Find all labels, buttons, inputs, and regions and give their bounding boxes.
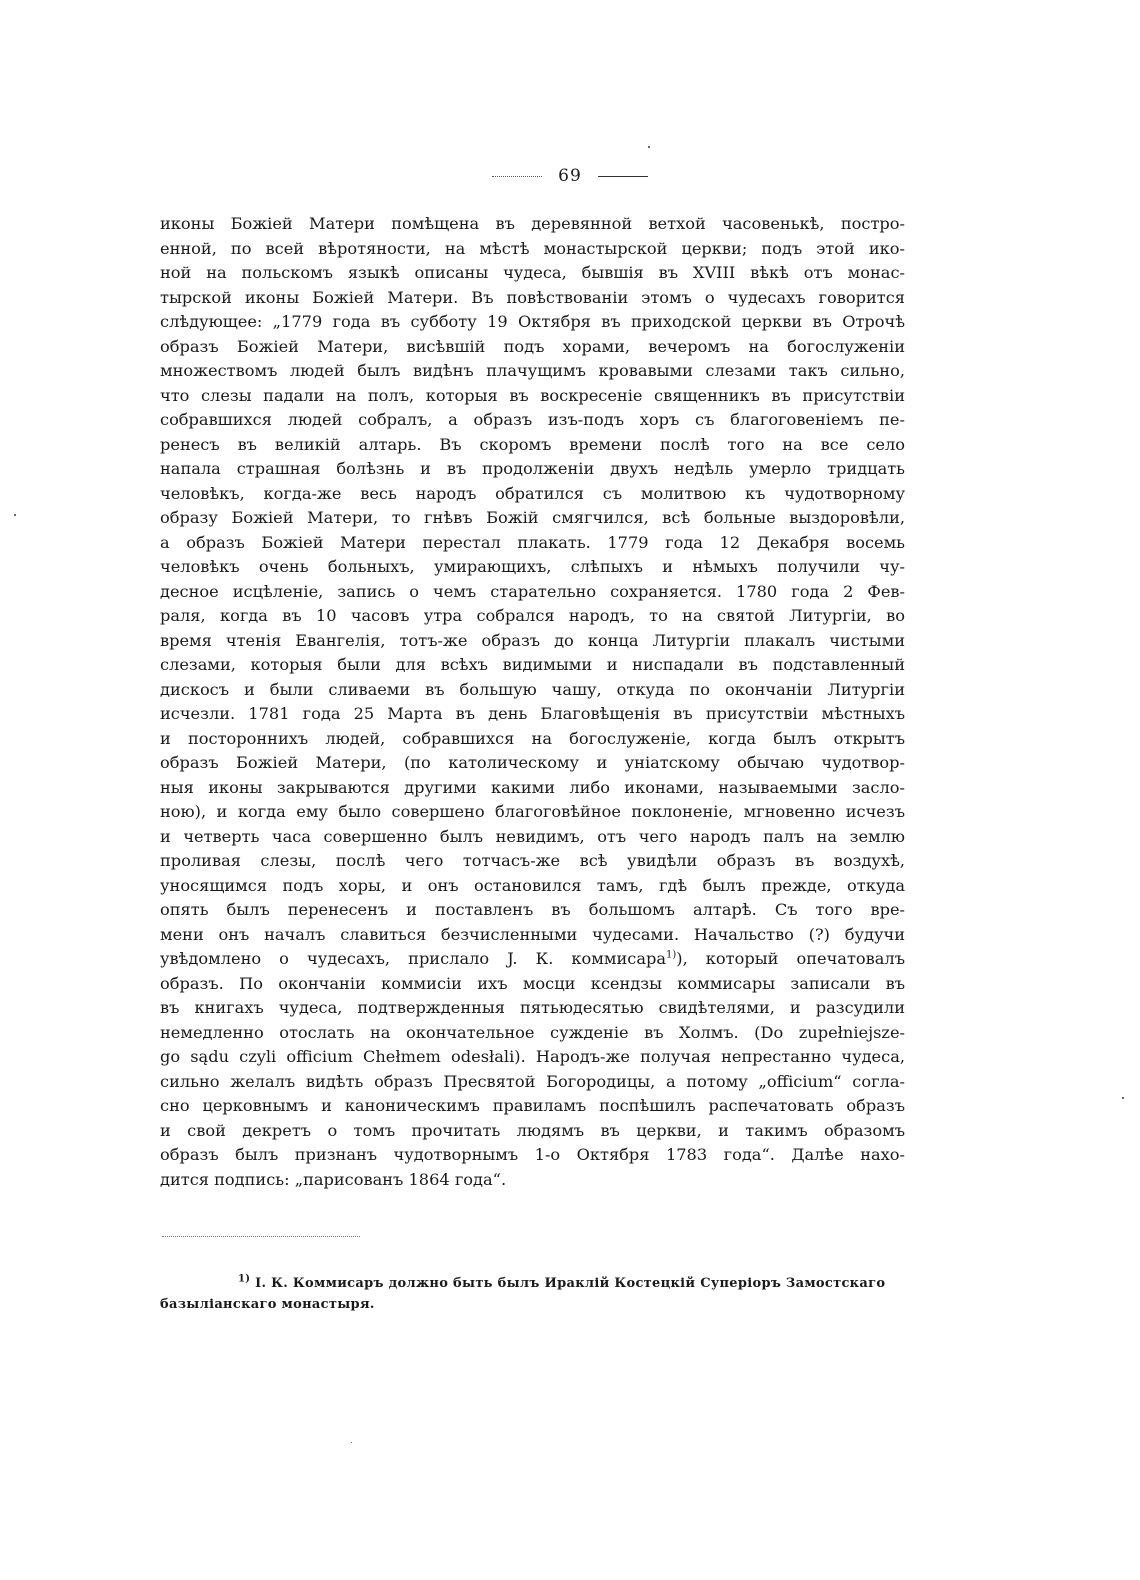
text-line: образъ Божіей Матери, (по католическому и уніатскому обычаю чудотвор- <box>160 753 905 772</box>
header-dash-right <box>598 176 648 177</box>
text-line: сильно желалъ видѣть образъ Пресвятой Богородицы, а потому „officium“ согла- <box>160 1071 905 1091</box>
text-line: проливая слезы, послѣ чего тотчасъ-же всѣ увидѣли образъ въ воздухѣ, <box>160 851 905 870</box>
text-line: человѣкъ очень больныхъ, умирающихъ, слѣпыхъ и нѣмыхъ получили чу- <box>160 557 905 576</box>
text-line: и четверть часа совершенно былъ невидимъ, отъ чего народъ палъ на землю <box>160 826 905 846</box>
text-line: уносящимся подъ хоры, и онъ остановился тамъ, гдѣ былъ прежде, откуда <box>160 875 905 895</box>
scan-speck <box>648 146 650 148</box>
text-line: go sądu czyli officium Chełmem odesłali). Народъ-же получая непрестанно чудеса, <box>160 1047 905 1066</box>
text-line: раля, когда въ 10 часовъ утра собрался народъ, то на святой Литургіи, во <box>160 606 905 625</box>
text-line: слѣдующее: „1779 года въ субботу 19 Октября въ приходской церкви въ Отрочѣ <box>160 312 905 331</box>
header-dash-left <box>492 176 542 177</box>
text-fragment: ), который опечатовалъ <box>676 949 905 968</box>
body-text <box>160 212 905 1192</box>
text-line: образъ былъ признанъ чудотворнымъ 1-о Октября 1783 года“. Далѣе нахо- <box>160 1145 905 1164</box>
footnote-separator <box>162 1236 360 1237</box>
text-line: ной на польскомъ языкѣ описаны чудеса, бывшія въ XVIII вѣкѣ отъ монас- <box>160 263 905 282</box>
text-line: немедленно отослать на окончательное сужденіе въ Холмъ. (Do zupełniejsze- <box>160 1022 905 1042</box>
footnote-ref-marker: 1) <box>665 949 677 961</box>
text-line: слезами, которыя были для всѣхъ видимыми и ниспадали въ подставленный <box>160 655 905 674</box>
footnote-text: I. К. Коммисаръ должно быть былъ Ираклій Костецкій Суперіоръ Замостскаго <box>255 1276 886 1291</box>
text-line: образу Божіей Матери, то гнѣвъ Божій смягчился, всѣ больные выздоровѣли, <box>160 508 905 527</box>
text-line: а образъ Божіей Матери перестал плакать. 1779 года 12 Декабря восемь <box>160 532 905 552</box>
page-number: 69 <box>558 166 582 186</box>
footnote-line <box>160 1273 905 1294</box>
text-line: что слезы падали на полъ, которыя въ воскресеніе священникъ въ присутствіи <box>160 385 905 405</box>
text-line: енной, по всей вѣротяности, на мѣстѣ монастырской церкви; подъ этой ико- <box>160 238 905 258</box>
text-line: образъ. По окончаніи коммисіи ихъ мосци ксендзы коммисары записали въ <box>160 973 905 993</box>
text-line: сно церковнымъ и каноническимъ правиламъ поспѣшилъ распечатовать образъ <box>160 1096 905 1115</box>
text-line: иконы Божіей Матери помѣщена въ деревянной ветхой часовенькѣ, постро- <box>160 214 905 233</box>
footnote-marker: 1) <box>238 1273 251 1285</box>
footnote <box>160 1273 905 1315</box>
text-line: ною), и когда ему было совершено благоговѣйное поклоненіе, мгновенно исчезъ <box>160 802 905 821</box>
text-line: дискосъ и были сливаеми въ большую чашу, откуда по окончаніи Литургіи <box>160 679 905 699</box>
text-line: время чтенія Евангелія, тотъ-же образъ до конца Литургіи плакалъ чистыми <box>160 630 905 650</box>
text-line: опять былъ перенесенъ и поставленъ въ большомъ алтарѣ. Съ того вре- <box>160 900 905 919</box>
page-header <box>0 166 1140 186</box>
text-line: въ книгахъ чудеса, подтвержденныя пятьюдесятью свидѣтелями, и разсудили <box>160 998 905 1017</box>
text-line: мени онъ началъ славиться безчисленными чудесами. Начальство (?) будучи <box>160 924 905 944</box>
text-line: ныя иконы закрываются другими какими либо иконами, называемыми засло- <box>160 777 905 797</box>
scan-speck <box>14 514 16 516</box>
footnote-line: базыліанскаго монастыря. <box>160 1297 375 1312</box>
text-line: напала страшная болѣзнь и въ продолженіи двухъ недѣль умерло тридцать <box>160 459 905 478</box>
scan-speck <box>351 1442 352 1443</box>
text-line: ренесъ въ великій алтарь. Въ скоромъ времени послѣ того на все село <box>160 434 905 454</box>
text-line: тырской иконы Божіей Матери. Въ повѣствованіи этомъ о чудесахъ говорится <box>160 287 905 307</box>
text-line: десное исцѣленіе, запись о чемъ старательно сохраняется. 1780 года 2 Фев- <box>160 581 905 601</box>
text-line: образъ Божіей Матери, висѣвшій подъ хорами, вечеромъ на богослуженіи <box>160 336 905 356</box>
text-line: множествомъ людей былъ видѣнъ плачущимъ кровавыми слезами такъ сильно, <box>160 361 905 380</box>
text-line: человѣкъ, когда-же весь народъ обратился съ молитвою къ чудотворному <box>160 483 905 503</box>
text-fragment: увѣдомлено о чудесахъ, прислало J. К. коммисара <box>160 949 666 968</box>
text-line-with-footnote-ref <box>160 947 905 972</box>
scan-speck <box>1122 1097 1124 1099</box>
text-line: и постороннихъ людей, собравшихся на богослуженіе, когда былъ открытъ <box>160 728 905 748</box>
text-line: и свой декретъ о томъ прочитать людямъ въ церкви, и такимъ образомъ <box>160 1120 905 1140</box>
text-line: исчезли. 1781 года 25 Марта въ день Благовѣщенія въ присутствіи мѣстныхъ <box>160 704 905 723</box>
text-line: дится подпись: „парисованъ 1864 года“. <box>160 1169 507 1189</box>
text-line: собравшихся людей собралъ, а образъ изъ-подъ хоръ съ благоговеніемъ пе- <box>160 410 905 429</box>
